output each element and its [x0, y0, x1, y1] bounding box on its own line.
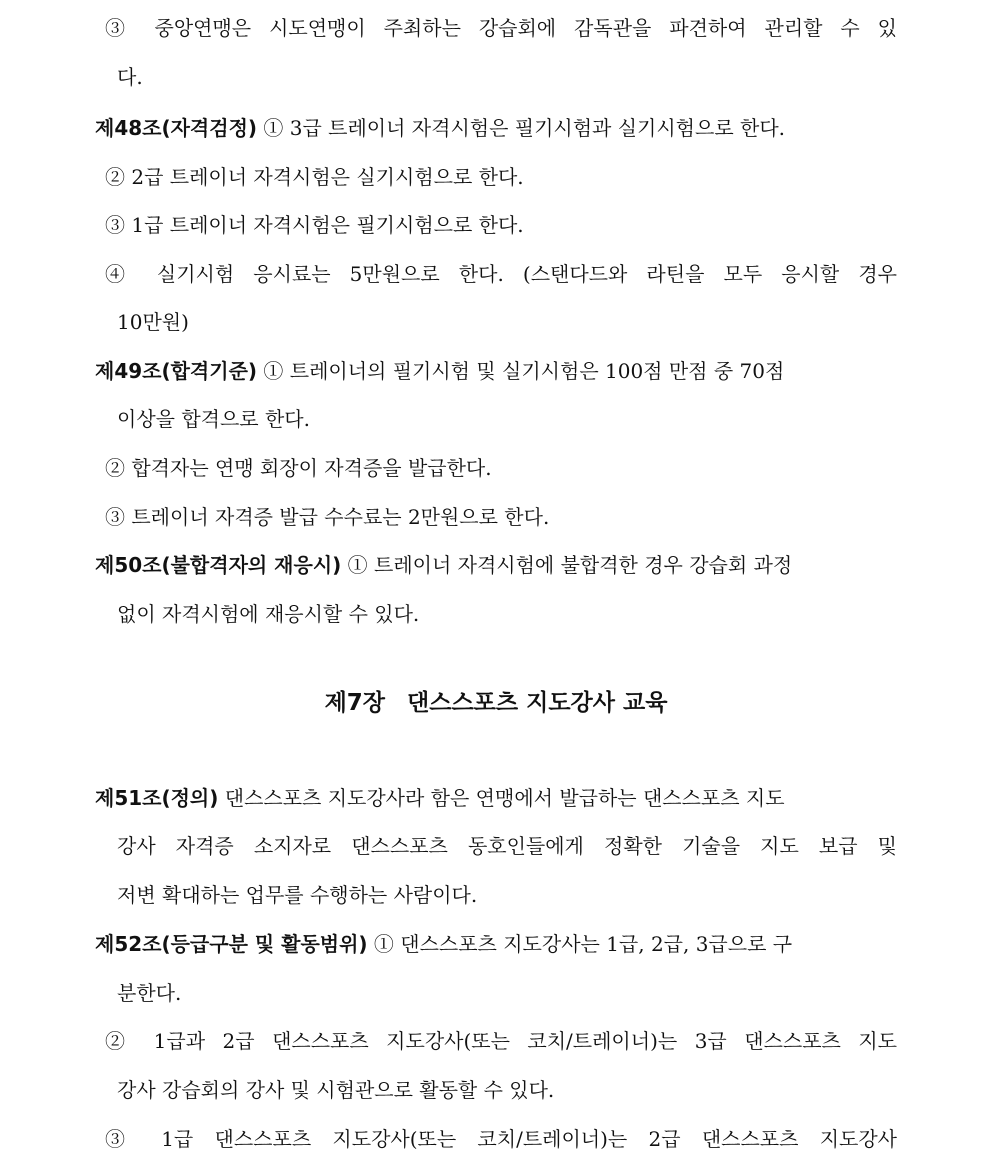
article-51-line3: 저변 확대하는 업무를 수행하는 사람이다. [117, 883, 478, 907]
article-51-title: 제51조(정의) [95, 786, 219, 810]
article-50-line2: 없이 자격시험에 재응시할 수 있다. [117, 602, 420, 626]
article-51 [95, 783, 897, 813]
article-51-text: 댄스스포츠 지도강사라 함은 연맹에서 발급하는 댄스스포츠 지도 [218, 786, 785, 810]
article-52 [95, 929, 897, 959]
clause-48-4-line1: ④ 실기시험 응시료는 5만원으로 한다. (스탠다드와 라틴을 모두 응시할 경우 [105, 262, 897, 286]
article-50-text: ① 트레이너 자격시험에 불합격한 경우 강습회 과정 [341, 553, 793, 577]
chapter-heading [0, 686, 992, 720]
chapter-title: 댄스스포츠 지도강사 교육 [407, 690, 668, 716]
clause-48-2: ② 2급 트레이너 자격시험은 실기시험으로 한다. [105, 165, 524, 189]
article-52-line2: 분한다. [117, 981, 182, 1005]
clause-48-4-line2: 10만원) [117, 310, 189, 334]
clause-47-3-line1: ③ 중앙연맹은 시도연맹이 주최하는 강습회에 감독관을 파견하여 관리할 수 있 [105, 16, 897, 40]
article-49-text: ① 트레이너의 필기시험 및 실기시험은 100점 만점 중 70점 [257, 359, 785, 383]
article-52-title: 제52조(등급구분 및 활동범위) [95, 932, 368, 956]
chapter-number: 제7장 [324, 690, 386, 716]
article-48-title: 제48조(자격검정) [95, 116, 258, 140]
clause-48-3: ③ 1급 트레이너 자격시험은 필기시험으로 한다. [105, 213, 524, 237]
clause-52-2-line2: 강사 강습회의 강사 및 시험관으로 활동할 수 있다. [117, 1078, 555, 1102]
article-48-text: ① 3급 트레이너 자격시험은 필기시험과 실기시험으로 한다. [257, 116, 785, 140]
clause-52-2-line1: ② 1급과 2급 댄스스포츠 지도강사(또는 코치/트레이너)는 3급 댄스스포츠 지도 [105, 1029, 897, 1053]
article-49-title: 제49조(합격기준) [95, 359, 258, 383]
article-50 [95, 550, 897, 580]
article-50-title: 제50조(불합격자의 재응시) [95, 553, 342, 577]
article-51-line2: 강사 자격증 소지자로 댄스스포츠 동호인들에게 정확한 기술을 지도 보급 및 [117, 834, 897, 858]
clause-52-3-line1: ③ 1급 댄스스포츠 지도강사(또는 코치/트레이너)는 2급 댄스스포츠 지도강사 [105, 1127, 897, 1151]
article-48 [95, 113, 897, 143]
article-49-line2: 이상을 합격으로 한다. [117, 407, 310, 431]
article-52-text: ① 댄스스포츠 지도강사는 1급, 2급, 3급으로 구 [367, 932, 793, 956]
article-49 [95, 356, 897, 386]
clause-49-3: ③ 트레이너 자격증 발급 수수료는 2만원으로 한다. [105, 505, 550, 529]
clause-49-2: ② 합격자는 연맹 회장이 자격증을 발급한다. [105, 456, 492, 480]
clause-47-3-line2: 다. [117, 65, 143, 89]
